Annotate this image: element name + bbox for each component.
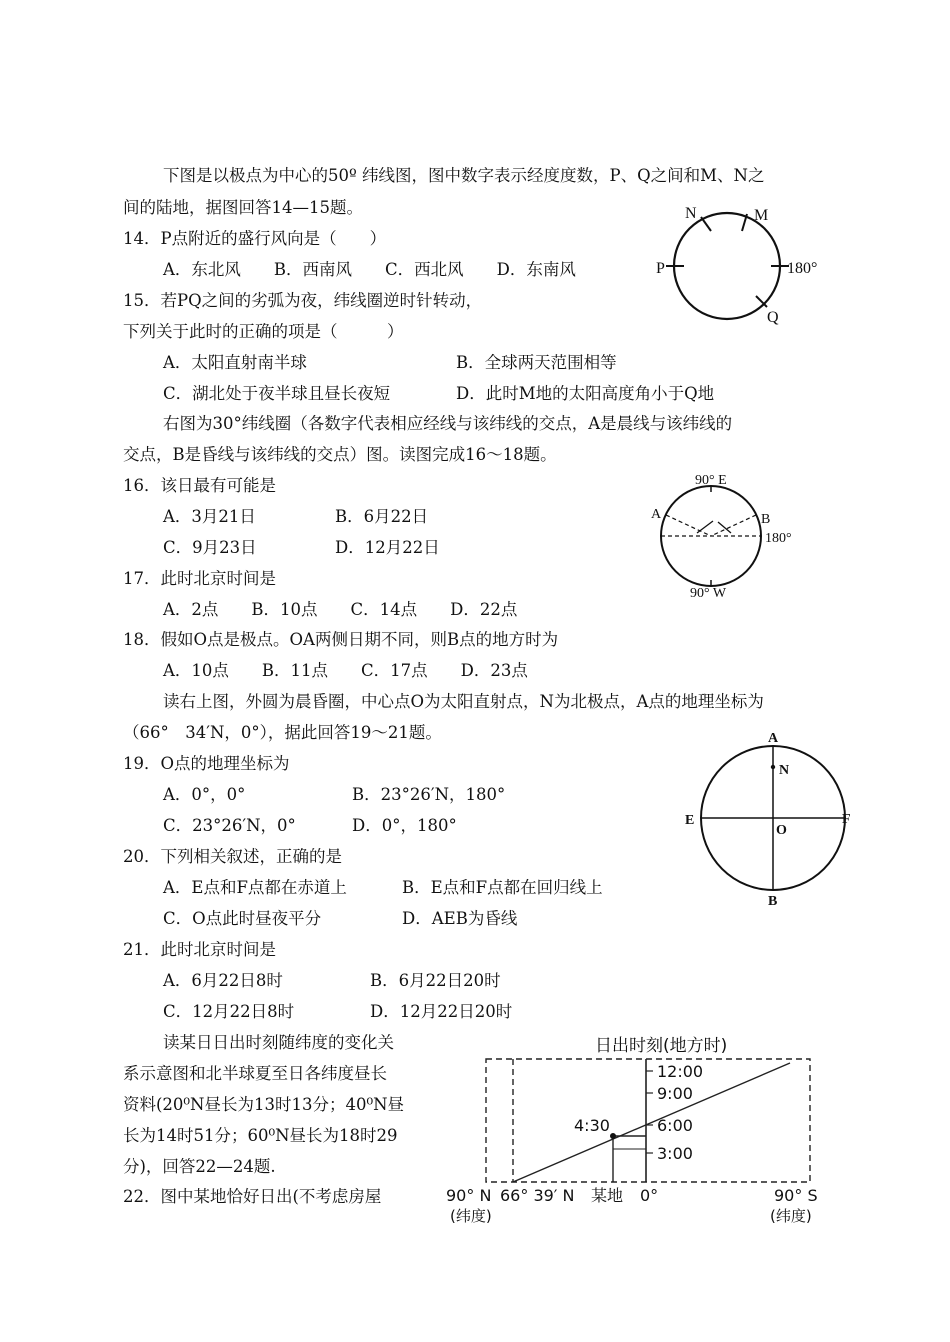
x-label-place: 某地: [591, 1186, 624, 1205]
x-unit-right: (纬度): [770, 1207, 812, 1225]
time-label-12: 12:00: [657, 1062, 704, 1081]
label-f: F: [842, 812, 851, 827]
intro3-line2: （66° 34′N，0°），据此回答19～21题。: [123, 723, 442, 742]
q14-options: A．东北风 B．西南风 C．西北风 D．东南风: [163, 260, 576, 279]
sunrise-line: [513, 1063, 790, 1182]
label-180: 180°: [765, 531, 792, 546]
intro4-line3: 资料(20⁰N昼长为13时13分；40⁰N昼: [123, 1095, 405, 1114]
q15-option-b: B．全球两天范围相等: [456, 353, 617, 372]
intro3-line1: 读右上图，外圆为晨昏圈，中心点O为太阳直射点，N为北极点，A点的地理坐标为: [163, 692, 764, 711]
q19-option-c: C．23°26′N，0°: [163, 816, 296, 835]
q19-option-a: A．0°，0°: [163, 785, 246, 804]
q20-option-c: C．O点此时昼夜平分: [163, 909, 322, 928]
x-label-lat: 66° 39′ N: [500, 1186, 575, 1205]
q21-stem: 21．此时北京时间是: [123, 940, 276, 959]
q21-option-b: B．6月22日20时: [370, 971, 501, 990]
q15-option-d: D．此时M地的太阳高度角小于Q地: [456, 384, 715, 403]
north-pole-point: [771, 765, 775, 769]
q16-option-c: C．9月23日: [163, 538, 257, 557]
q18-stem: 18．假如O点是极点。OA两侧日期不同，则B点的地方时为: [123, 630, 559, 649]
dashed-line-b: [711, 515, 756, 536]
sunrise-time-latitude-chart: [440, 1025, 840, 1230]
latitude-30-circle-diagram: [645, 470, 805, 600]
label-q: Q: [767, 309, 779, 326]
q15-stem-line1: 15．若PQ之间的劣弧为夜，纬线圈逆时针转动，: [123, 291, 483, 310]
q15-option-a: A．太阳直射南半球: [163, 353, 307, 372]
label-90-w: 90° W: [690, 586, 727, 600]
intro2-line1: 右图为30°纬线圈（各数字代表相应经线与该纬线的交点，A是晨线与该纬线的: [163, 414, 733, 433]
intro2-line2: 交点，B是昏线与该纬线的交点）图。读图完成16～18题。: [123, 445, 557, 464]
chart-title: 日出时刻(地方时): [595, 1036, 728, 1056]
q21-option-a: A．6月22日8时: [163, 971, 283, 990]
outer-dashed-frame: [486, 1059, 810, 1182]
intro1-line1: 下图是以极点为中心的50º 纬线图，图中数字表示经度度数，P、Q之间和M、N之: [163, 166, 765, 185]
label-p: P: [656, 260, 665, 277]
label-b: B: [761, 512, 771, 527]
time-label-3: 3:00: [657, 1144, 693, 1163]
point-time-label: 4:30: [574, 1116, 610, 1135]
q17-options: A．2点 B．10点 C．14点 D．22点: [163, 600, 518, 619]
arrow-stroke-left: [697, 521, 713, 533]
q20-option-d: D．AEB为昏线: [402, 909, 518, 928]
q21-option-d: D．12月22日20时: [370, 1002, 513, 1021]
label-a: A: [768, 731, 779, 746]
label-b: B: [768, 894, 778, 909]
x-label-90s: 90° S: [774, 1186, 818, 1205]
terminator-circle-diagram: [680, 728, 860, 910]
q16-stem: 16．该日最有可能是: [123, 476, 276, 495]
x-label-zero: 0°: [640, 1186, 659, 1205]
q22-stem: 22．图中某地恰好日出(不考虑房屋: [123, 1187, 382, 1206]
q20-option-a: A．E点和F点都在赤道上: [163, 878, 347, 897]
label-180: 180°: [787, 260, 818, 277]
label-n: N: [685, 205, 697, 222]
q16-option-a: A．3月21日: [163, 507, 256, 526]
intro1-line2: 间的陆地，据图回答14—15题。: [123, 198, 363, 217]
q17-stem: 17．此时北京时间是: [123, 569, 276, 588]
time-label-6: 6:00: [657, 1116, 693, 1135]
q21-option-c: C．12月22日8时: [163, 1002, 295, 1021]
label-e: E: [685, 813, 695, 828]
q18-options: A．10点 B．11点 C．17点 D．23点: [163, 661, 528, 680]
latitude-50-circle-diagram: [650, 200, 840, 330]
q20-option-b: B．E点和F点都在回归线上: [402, 878, 603, 897]
intro4-line4: 长为14时51分；60⁰N昼长为18时29: [123, 1126, 398, 1145]
x-label-90n: 90° N: [446, 1186, 492, 1205]
label-m: M: [754, 207, 769, 224]
intro4-line2: 系示意图和北半球夏至日各纬度昼长: [123, 1064, 387, 1083]
label-a: A: [651, 507, 662, 522]
q19-stem: 19．O点的地理坐标为: [123, 754, 290, 773]
intro4-line5: 分)，回答22—24题.: [123, 1157, 276, 1176]
label-90-e: 90° E: [695, 473, 727, 488]
q14-stem: 14．P点附近的盛行风向是（ ）: [123, 229, 387, 248]
q15-option-c: C．湖北处于夜半球且昼长夜短: [163, 384, 391, 403]
q16-option-d: D．12月22日: [335, 538, 440, 557]
place-point: [610, 1133, 616, 1139]
dashed-line-a: [666, 515, 711, 536]
time-label-9: 9:00: [657, 1084, 693, 1103]
intro4-line1: 读某日日出时刻随纬度的变化关: [163, 1033, 394, 1052]
label-n: N: [779, 763, 790, 778]
label-o: O: [776, 823, 787, 838]
n-tick: [701, 217, 711, 231]
q15-stem-line2: 下列关于此时的正确的项是（ ）: [123, 322, 404, 341]
q19-option-b: B．23°26′N，180°: [352, 785, 506, 804]
q20-stem: 20．下列相关叙述，正确的是: [123, 847, 342, 866]
x-unit-left: (纬度): [450, 1207, 492, 1225]
q16-option-b: B．6月22日: [335, 507, 429, 526]
q19-option-d: D．0°，180°: [352, 816, 457, 835]
